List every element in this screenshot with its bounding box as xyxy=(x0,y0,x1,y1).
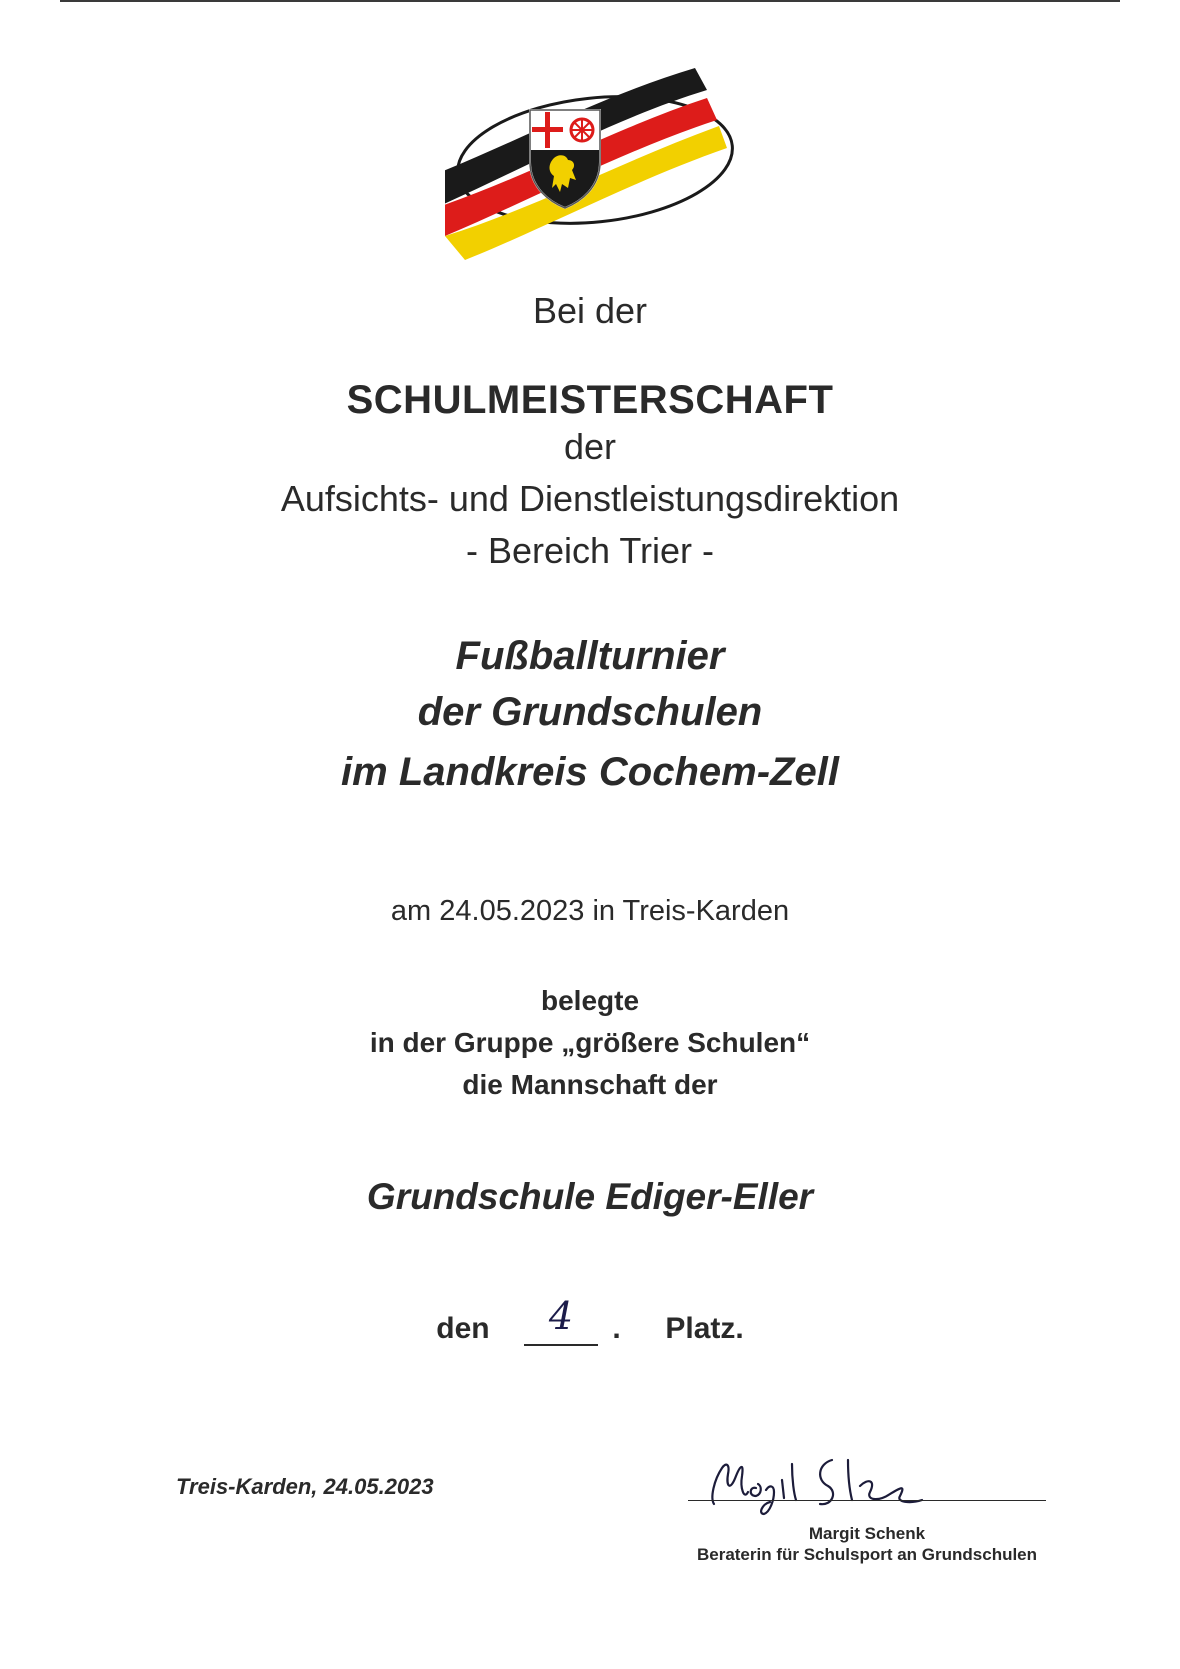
place-number-blank xyxy=(524,1294,598,1346)
signer-name: Margit Schenk xyxy=(808,1524,926,1543)
tournament-line-3: im Landkreis Cochem-Zell xyxy=(341,750,839,794)
intro-text: Bei der xyxy=(532,290,648,331)
top-border-line xyxy=(60,0,1120,2)
belegte-text: belegte xyxy=(540,985,640,1016)
rhineland-palatinate-coat-of-arms-icon xyxy=(445,68,755,268)
event-date-place: am 24.05.2023 in Treis-Karden xyxy=(390,895,790,927)
tournament-line-2: der Grundschulen xyxy=(417,690,763,734)
region-name: - Bereich Trier - xyxy=(465,530,715,571)
authority-name: Aufsichts- und Dienstleistungsdirektion xyxy=(280,478,900,519)
handwritten-signature xyxy=(700,1440,1000,1520)
place-dot: . xyxy=(612,1312,621,1345)
connector-text: der xyxy=(563,426,617,467)
group-text: in der Gruppe „größere Schulen“ xyxy=(369,1027,811,1058)
signer-role: Beraterin für Schulsport an Grundschulen xyxy=(696,1545,1038,1564)
place-suffix: Platz. xyxy=(665,1312,744,1345)
school-name: Grundschule Ediger-Eller xyxy=(366,1176,814,1217)
issue-place-date: Treis-Karden, 24.05.2023 xyxy=(176,1474,434,1499)
signature-line xyxy=(688,1500,1046,1501)
team-intro-text: die Mannschaft der xyxy=(462,1069,718,1100)
place-prefix: den xyxy=(436,1312,490,1345)
tournament-line-1: Fußballturnier xyxy=(455,634,725,678)
placement-line xyxy=(0,1294,1180,1346)
place-number: 4 xyxy=(548,1294,574,1338)
certificate-title: SCHULMEISTERSCHAFT xyxy=(346,378,834,422)
